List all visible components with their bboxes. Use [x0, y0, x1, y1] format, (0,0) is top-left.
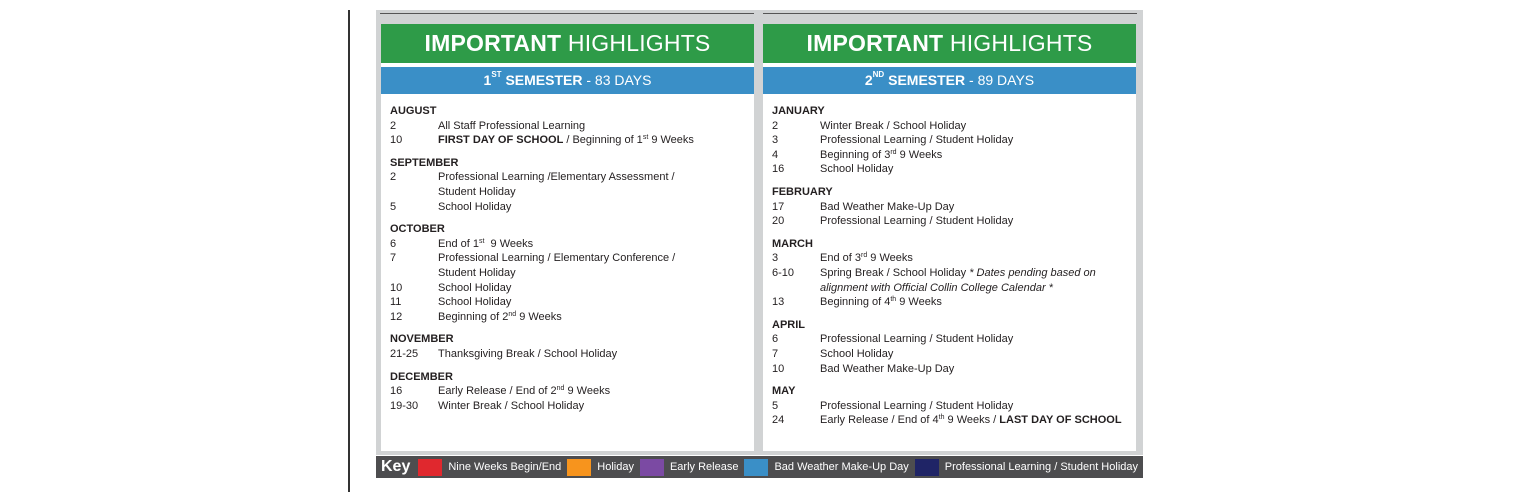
key-item-professional-learning: Professional Learning / Student Holiday — [915, 459, 1138, 476]
event-row: 10 FIRST DAY OF SCHOOL / Beginning of 1st 9 Weeks — [390, 134, 694, 147]
month-heading: APRIL — [772, 318, 805, 331]
key-item-bad-weather: Bad Weather Make-Up Day — [744, 459, 908, 476]
event-row: 17 Bad Weather Make-Up Day — [772, 200, 955, 213]
nine-weeks-swatch — [418, 459, 442, 476]
highlights-heading: IMPORTANT HIGHLIGHTS — [763, 24, 1136, 63]
month-heading: NOVEMBER — [390, 333, 454, 346]
month-heading: JANUARY — [772, 105, 825, 117]
event-row: 24 Early Release / End of 4th 9 Weeks / LAST DAY OF SCHOOL — [772, 414, 1122, 427]
early-release-swatch — [640, 459, 664, 476]
event-row: 5 School Holiday — [390, 200, 512, 213]
professional-learning-swatch — [915, 459, 939, 476]
month-heading: SEPTEMBER — [390, 156, 459, 169]
semester-banner: 2ND SEMESTER - 89 DAYS — [763, 67, 1136, 94]
month-heading: DECEMBER — [390, 370, 453, 383]
first-semester-panel — [381, 24, 754, 451]
event-row: 10 Bad Weather Make-Up Day — [772, 362, 955, 375]
event-row: 6 End of 1st 9 Weeks — [390, 237, 534, 250]
event-row: 13 Beginning of 4th 9 Weeks — [772, 296, 942, 309]
event-row: 20 Professional Learning / Student Holiday — [772, 215, 1014, 228]
holiday-swatch — [567, 459, 591, 476]
month-heading: FEBRUARY — [772, 185, 833, 198]
key-item-early-release: Early Release — [640, 459, 738, 476]
event-row: 6-10 Spring Break / School Holiday * Dates pending based on alignment with Official Collin College Calendar * — [772, 266, 1096, 294]
event-row: 2 Professional Learning /Elementary Assessment / Student Holiday — [390, 171, 675, 198]
month-heading: OCTOBER — [390, 223, 445, 236]
color-key-legend — [376, 456, 1143, 478]
month-heading: AUGUST — [390, 105, 437, 117]
event-row: 3 Professional Learning / Student Holiday — [772, 134, 1014, 147]
key-title: Key — [381, 458, 411, 475]
key-item-holiday: Holiday — [567, 459, 634, 476]
event-row: 11 School Holiday — [390, 296, 512, 309]
event-row: 4 Beginning of 3rd 9 Weeks — [772, 148, 943, 161]
event-row: 2 Winter Break / School Holiday — [772, 119, 967, 132]
event-row: 3 End of 3rd 9 Weeks — [772, 252, 913, 265]
event-row: 5 Professional Learning / Student Holiday — [772, 399, 1014, 412]
highlights-frame — [376, 10, 1143, 455]
event-row: 19-30 Winter Break / School Holiday — [390, 399, 585, 412]
bad-weather-swatch — [744, 459, 768, 476]
calendar-edge-right — [763, 10, 1137, 14]
event-row: 16 Early Release / End of 2nd 9 Weeks — [390, 385, 611, 398]
first-semester-list — [381, 94, 754, 413]
second-semester-list — [763, 94, 1136, 428]
month-heading: MARCH — [772, 237, 813, 250]
page-margin-rule — [348, 10, 350, 492]
highlights-heading: IMPORTANT HIGHLIGHTS — [381, 24, 754, 63]
event-row: 2 All Staff Professional Learning — [390, 119, 586, 132]
event-row: 10 School Holiday — [390, 281, 512, 294]
event-row: 7 Professional Learning / Elementary Conference / Student Holiday — [390, 252, 676, 279]
month-heading: MAY — [772, 385, 796, 398]
event-row: 21-25 Thanksgiving Break / School Holiday — [390, 347, 618, 360]
semester-banner: 1ST SEMESTER - 83 DAYS — [381, 67, 754, 94]
key-item-nine-weeks: Nine Weeks Begin/End — [418, 459, 561, 476]
event-row: 12 Beginning of 2nd 9 Weeks — [390, 310, 562, 323]
calendar-edge-left — [380, 10, 754, 14]
second-semester-panel — [763, 24, 1136, 451]
event-row: 16 School Holiday — [772, 163, 894, 176]
event-row: 6 Professional Learning / Student Holiday — [772, 333, 1014, 346]
event-row: 7 School Holiday — [772, 347, 894, 360]
